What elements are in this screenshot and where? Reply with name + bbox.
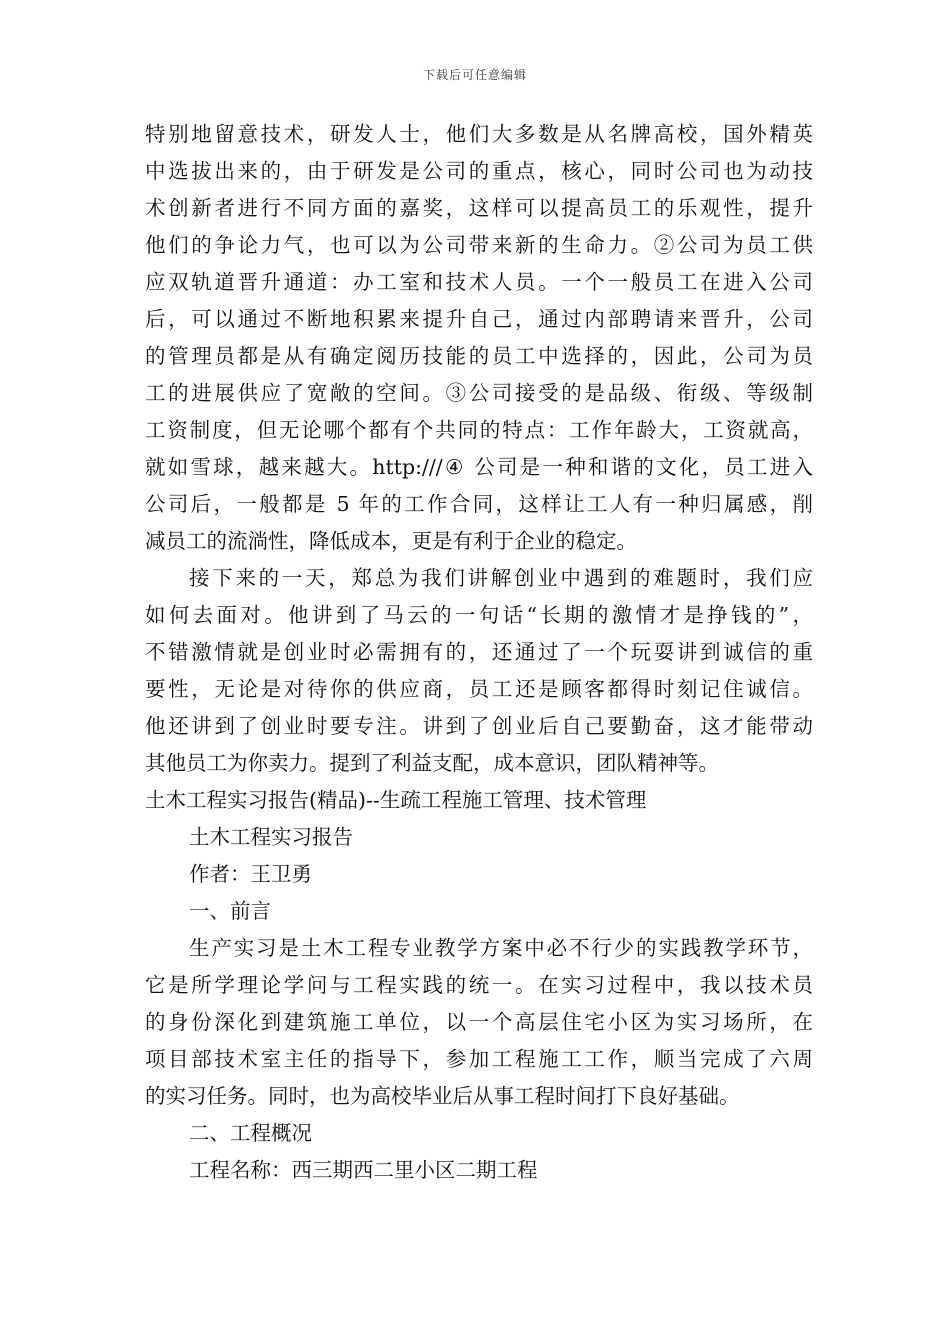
page-header: 下载后可任意编辑 [422, 68, 527, 82]
text-line: 工的进展供应了宽敞的空间。③公司接受的是品级、衔级、等级制 [145, 381, 813, 405]
text-line: 的管理员都是从有确定阅历技能的员工中选择的，因此，公司为员 [145, 344, 813, 368]
text-line: 一、前言 [189, 899, 271, 923]
text-line: 土木工程实习报告 [189, 825, 353, 849]
text-line: 项目部技术室主任的指导下，参加工程施工工作，顺当完成了六周 [145, 1047, 813, 1071]
text-line: 不错激情就是创业时必需拥有的，还通过了一个玩耍讲到诚信的重 [145, 640, 813, 664]
text-line: 二、工程概况 [189, 1121, 312, 1145]
text-line: 生产实习是土木工程专业教学方案中必不行少的实践教学环节， [189, 936, 813, 960]
text-line: 的身份深化到建筑施工单位，以一个高层住宅小区为实习场所，在 [145, 1010, 813, 1034]
document-body [145, 116, 813, 1189]
text-line: 如何去面对。他讲到了马云的一句话“长期的激情才是挣钱的”， [145, 603, 813, 627]
text-line: 他们的争论力气，也可以为公司带来新的生命力。②公司为员工供 [145, 233, 813, 257]
text-line: 公司后，一般都是 5 年的工作合同，这样让工人有一种归属感，削 [145, 492, 813, 516]
text-line: 的实习任务。同时，也为高校毕业后从事工程时间打下良好基础。 [145, 1084, 740, 1108]
text-line: 术创新者进行不同方面的嘉奖，这样可以提高员工的乐观性，提升 [145, 196, 813, 220]
text-line: 特别地留意技术，研发人士，他们大多数是从名牌高校，国外精英 [145, 122, 813, 146]
text-line: 工资制度，但无论哪个都有个共同的特点：工作年龄大，工资就高， [145, 418, 813, 442]
text-line: 应双轨道晋升通道：办工室和技术人员。一个一般员工在进入公司 [145, 270, 813, 294]
text-line: 工程名称：西三期西二里小区二期工程 [189, 1158, 538, 1182]
text-line: 就如雪球，越来越大。http:///④ 公司是一种和谐的文化，员工进入 [145, 455, 813, 479]
text-line: 中选拔出来的，由于研发是公司的重点，核心，同时公司也为动技 [145, 159, 813, 183]
text-line: 减员工的流淌性，降低成本，更是有利于企业的稳定。 [145, 529, 637, 553]
text-line: 其他员工为你卖力。提到了利益支配，成本意识，团队精神等。 [145, 751, 719, 775]
text-line: 作者：王卫勇 [189, 862, 312, 886]
text-line: 要性，无论是对待你的供应商，员工还是顾客都得时刻记住诚信。 [145, 677, 813, 701]
text-line: 它是所学理论学问与工程实践的统一。在实习过程中，我以技术员 [145, 973, 813, 997]
text-line: 接下来的一天，郑总为我们讲解创业中遇到的难题时，我们应 [189, 566, 813, 590]
text-line: 他还讲到了创业时要专注。讲到了创业后自己要勤奋，这才能带动 [145, 714, 813, 738]
text-line: 后，可以通过不断地积累来提升自己，通过内部聘请来晋升，公司 [145, 307, 813, 331]
text-line: 土木工程实习报告(精品)--生疏工程施工管理、技术管理 [145, 788, 647, 812]
